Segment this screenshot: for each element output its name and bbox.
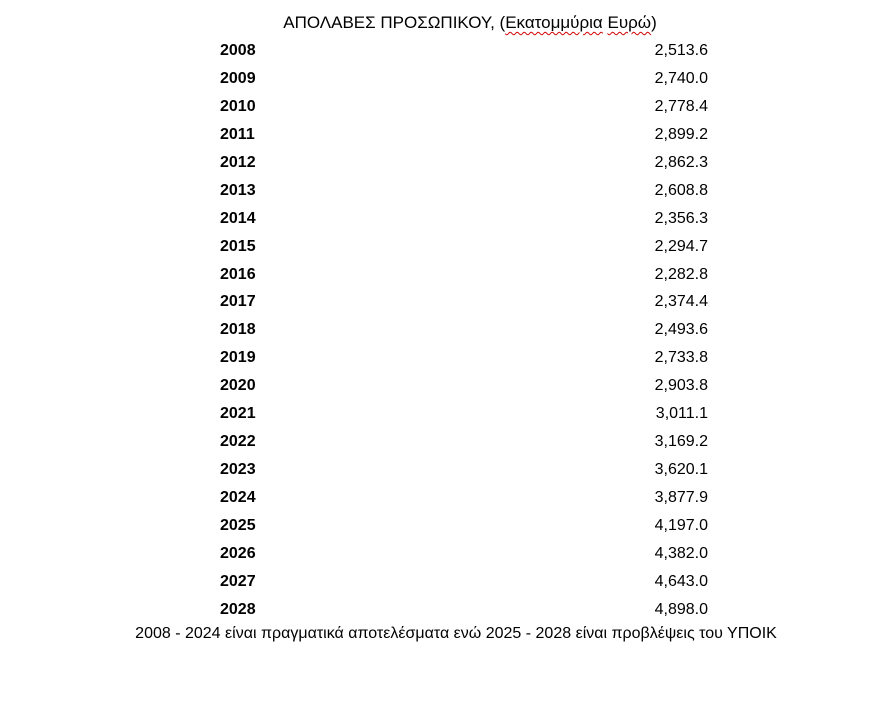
table-row bbox=[0, 344, 881, 372]
table-row bbox=[0, 428, 881, 456]
table-row bbox=[0, 288, 881, 316]
page-title bbox=[0, 12, 881, 34]
year-cell: 2011 bbox=[220, 125, 255, 143]
table-row bbox=[0, 177, 881, 205]
value-cell: 2,899.2 bbox=[654, 125, 708, 143]
table-row bbox=[0, 456, 881, 484]
table-row bbox=[0, 205, 881, 233]
value-cell: 2,294.7 bbox=[654, 237, 708, 255]
title-word-millions: Εκατομμύρια bbox=[505, 13, 603, 32]
table-row bbox=[0, 37, 881, 65]
table-row bbox=[0, 484, 881, 512]
year-cell: 2008 bbox=[220, 42, 256, 59]
value-cell: 2,513.6 bbox=[654, 42, 708, 59]
data-table bbox=[0, 37, 881, 624]
table-row bbox=[0, 149, 881, 177]
year-cell: 2020 bbox=[220, 377, 256, 395]
table-row bbox=[0, 400, 881, 428]
table-row bbox=[0, 512, 881, 540]
year-cell: 2019 bbox=[220, 349, 256, 367]
year-cell: 2023 bbox=[220, 461, 256, 479]
value-cell: 3,877.9 bbox=[654, 489, 708, 506]
title-word-euro: Ευρώ bbox=[607, 13, 652, 32]
table-row bbox=[0, 261, 881, 289]
value-cell: 2,282.8 bbox=[654, 265, 708, 283]
value-cell: 3,620.1 bbox=[654, 461, 708, 479]
table-row bbox=[0, 121, 881, 149]
value-cell: 2,493.6 bbox=[654, 321, 708, 339]
value-cell: 2,740.0 bbox=[654, 69, 708, 87]
table-row bbox=[0, 540, 881, 568]
year-cell: 2012 bbox=[220, 153, 256, 171]
year-cell: 2010 bbox=[220, 97, 256, 115]
value-cell: 2,862.3 bbox=[654, 153, 708, 171]
table-row bbox=[0, 372, 881, 400]
value-cell: 2,374.4 bbox=[654, 293, 708, 311]
value-cell: 2,903.8 bbox=[654, 377, 708, 395]
table-row bbox=[0, 65, 881, 93]
value-cell: 3,169.2 bbox=[654, 433, 708, 451]
value-cell: 2,356.3 bbox=[654, 209, 708, 227]
year-cell: 2025 bbox=[220, 516, 256, 534]
footnote: 2008 - 2024 είναι πραγματικά αποτελέσματα ενώ 2025 - 2028 είναι προβλέψεις του ΥΠΟΙΚ bbox=[135, 625, 777, 642]
table-row bbox=[0, 596, 881, 624]
year-cell: 2021 bbox=[220, 405, 256, 423]
value-cell: 4,643.0 bbox=[654, 572, 708, 590]
year-cell: 2024 bbox=[220, 489, 256, 506]
table-row bbox=[0, 568, 881, 596]
year-cell: 2015 bbox=[220, 237, 256, 255]
value-cell: 4,898.0 bbox=[654, 600, 708, 618]
table-row bbox=[0, 316, 881, 344]
year-cell: 2028 bbox=[220, 600, 256, 618]
value-cell: 4,197.0 bbox=[654, 516, 708, 534]
title-close: ) bbox=[651, 13, 657, 32]
year-cell: 2016 bbox=[220, 265, 256, 283]
value-cell: 3,011.1 bbox=[655, 405, 708, 423]
value-cell: 2,778.4 bbox=[654, 97, 708, 115]
year-cell: 2026 bbox=[220, 544, 256, 562]
year-cell: 2027 bbox=[220, 572, 256, 590]
year-cell: 2009 bbox=[220, 69, 256, 87]
year-cell: 2014 bbox=[220, 209, 256, 227]
value-cell: 2,733.8 bbox=[654, 349, 708, 367]
table-row bbox=[0, 93, 881, 121]
table-row bbox=[0, 233, 881, 261]
year-cell: 2013 bbox=[220, 181, 256, 199]
value-cell: 2,608.8 bbox=[654, 181, 708, 199]
year-cell: 2018 bbox=[220, 321, 256, 339]
year-cell: 2017 bbox=[220, 293, 256, 311]
title-text: ΑΠΟΛΑΒΕΣ ΠΡΟΣΩΠΙΚΟΥ, ( bbox=[283, 13, 506, 32]
year-cell: 2022 bbox=[220, 433, 256, 451]
value-cell: 4,382.0 bbox=[654, 544, 708, 562]
